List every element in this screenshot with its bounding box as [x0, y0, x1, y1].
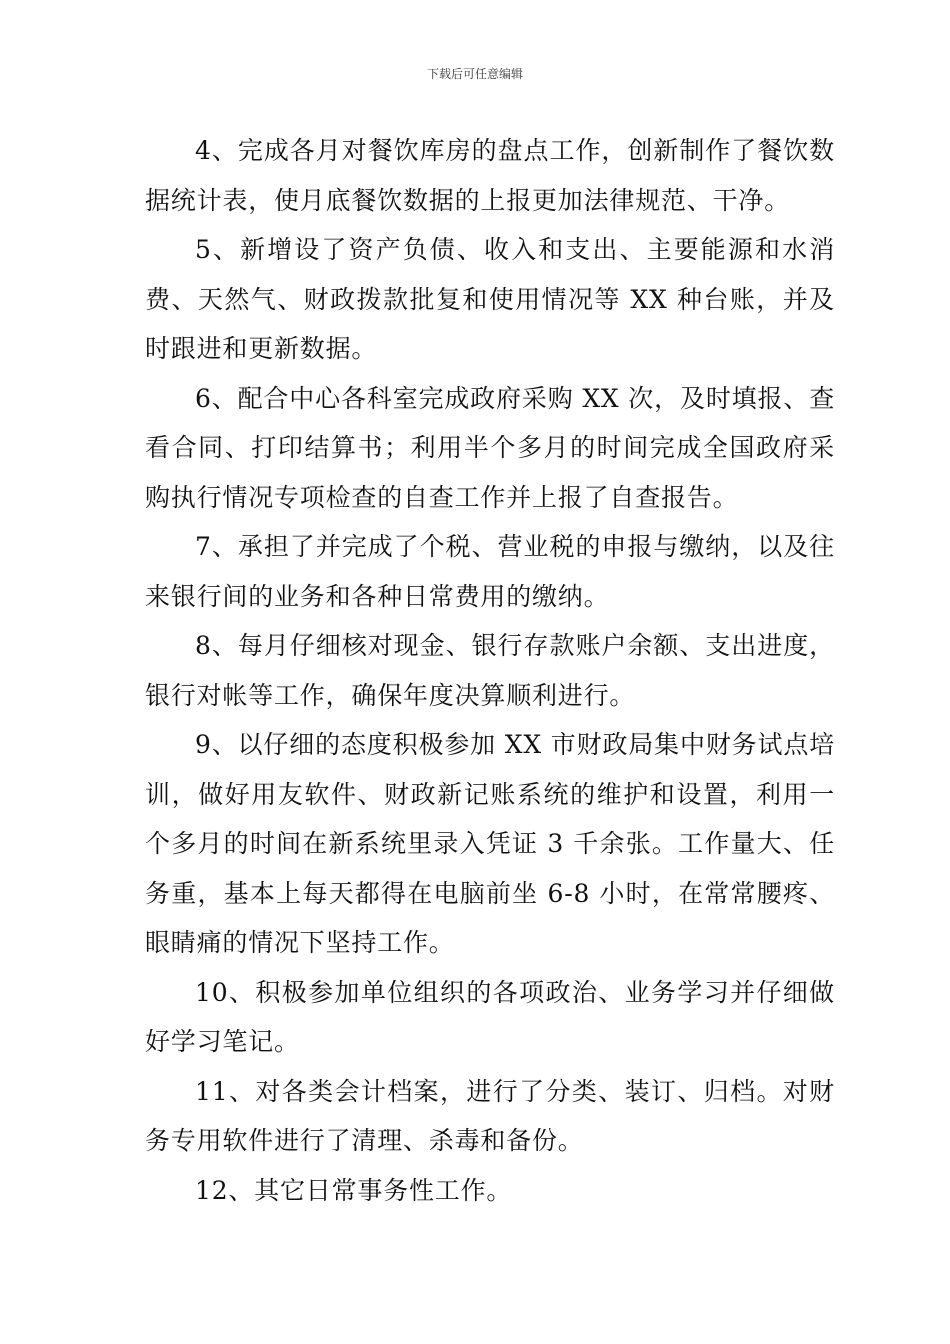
document-body [145, 126, 835, 1215]
paragraph-item-5: 5、新增设了资产负债、收入和支出、主要能源和水消费、天然气、财政拨款批复和使用情况等 XX 种台账，并及时跟进和更新数据。 [145, 235, 835, 363]
paragraph-item-9: 9、以仔细的态度积极参加 XX 市财政局集中财务试点培训，做好用友软件、财政新记账系统的维护和设置，利用一个多月的时间在新系统里录入凭证 3 千余张。工作量大、任务重，基本上每天都得在电脑前坐 6-8 小时，在常常腰疼、眼睛痛的情况下坚持工作。 [145, 730, 835, 957]
paragraph-item-7: 7、承担了并完成了个税、营业税的申报与缴纳，以及往来银行间的业务和各种日常费用的缴纳。 [145, 532, 835, 611]
page-header-note: 下载后可任意编辑 [426, 67, 523, 81]
paragraph-item-11: 11、对各类会计档案，进行了分类、装订、归档。对财务专用软件进行了清理、杀毒和备份。 [145, 1076, 835, 1155]
paragraph-item-4: 4、完成各月对餐饮库房的盘点工作，创新制作了餐饮数据统计表，使月底餐饮数据的上报更加法律规范、干净。 [145, 136, 835, 215]
paragraph-item-12: 12、其它日常事务性工作。 [195, 1175, 513, 1205]
paragraph-item-10: 10、积极参加单位组织的各项政治、业务学习并仔细做好学习笔记。 [145, 977, 835, 1056]
paragraph-item-6: 6、配合中心各科室完成政府采购 XX 次，及时填报、查看合同、打印结算书；利用半个多月的时间完成全国政府采购执行情况专项检查的自查工作并上报了自查报告。 [145, 383, 835, 512]
paragraph-item-8: 8、每月仔细核对现金、银行存款账户余额、支出进度，银行对帐等工作，确保年度决算顺利进行。 [145, 631, 835, 710]
